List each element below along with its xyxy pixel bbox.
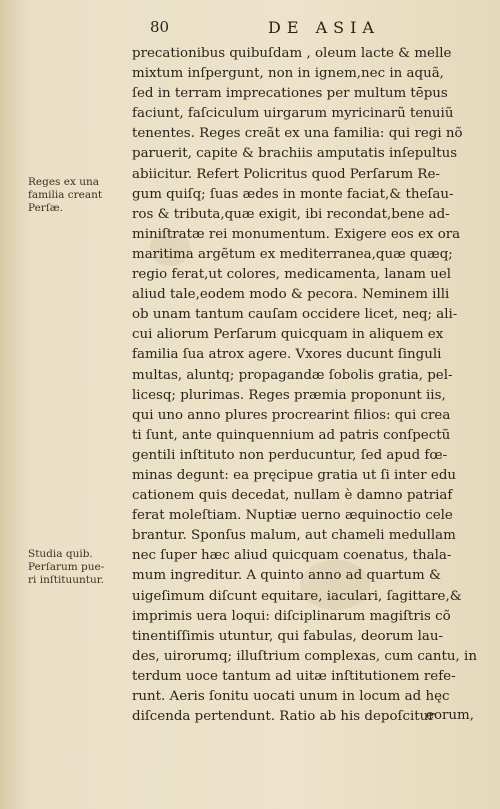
text-line: precationibus quibuſdam , oleum lacte & melle xyxy=(132,46,452,61)
text-line: ob unam tantum cauſam occidere licet, neq; ali- xyxy=(132,307,458,323)
text-line: tenentes. Reges creãt ex una familia: qui regi nõ xyxy=(132,126,463,142)
text-line: runt. Aeris ſonitu uocati unum in locum ad hęc xyxy=(132,689,450,704)
text-line: ſed in terram imprecationes per multum tēpus xyxy=(132,86,448,102)
text-line: nec ſuper hæc aliud quicquam coenatus, thala- xyxy=(132,548,452,564)
catchword: eorum, xyxy=(426,708,474,723)
text-line: aliud tale,eodem modo & pecora. Neminem illi xyxy=(132,287,450,303)
text-line: des, uirorumq; illuſtrium complexas, cum cantu, in xyxy=(132,648,477,664)
text-line: licesq; plurimas. Reges præmia proponunt iis, xyxy=(132,387,446,403)
text-line: brantur. Sponſus malum, aut chameli medullam xyxy=(132,528,456,544)
text-line: paruerit, capite & brachiis amputatis inſepultus xyxy=(132,146,458,162)
side-note-line: Perſæ. xyxy=(28,202,63,214)
side-note-line: ri inſtituuntur. xyxy=(28,574,104,586)
side-note-line: Studia quib. xyxy=(28,548,93,560)
text-line: gum quiſq; ſuas ædes in monte faciat,& theſau- xyxy=(132,186,454,202)
text-line: diſcenda pertendunt. Ratio ab his depoſcitur xyxy=(132,709,435,725)
text-line: regio ferat,ut colores, medicamenta, lanam uel xyxy=(132,267,452,283)
side-note-line: Reges ex una xyxy=(28,176,100,188)
text-line: miniſtratæ rei monumentum. Exigere eos ex ora xyxy=(132,226,461,242)
text-line: mixtum inſpergunt, non in ignem,nec in aquã, xyxy=(132,66,444,82)
text-line: mum ingreditur. A quinto anno ad quartum & xyxy=(132,568,441,584)
text-line: terdum uoce tantum ad uitæ inſtitutionem refe- xyxy=(132,668,456,684)
text-line: faciunt, faſciculum uirgarum myricinarũ tenuiũ xyxy=(132,106,454,122)
text-line: familia ſua atrox agere. Vxores ducunt ſinguli xyxy=(132,347,442,363)
text-line: maritima argẽtum ex mediterranea,quæ quæq; xyxy=(132,246,453,262)
text-line: minas degunt: ea pręcipue gratia ut ſi inter edu xyxy=(132,467,457,483)
body-text xyxy=(132,44,484,727)
text-line: cationem quis decedat, nullam è damno patriaf xyxy=(132,488,453,504)
text-line: imprimis uera loqui: diſciplinarum magiſtris cõ xyxy=(132,608,451,624)
text-line: gentili inſtituto non perducuntur, ſed apud fœ- xyxy=(132,447,448,463)
side-note-line: familia creant xyxy=(28,189,103,201)
side-note-line: Perſarum pue- xyxy=(28,561,105,573)
text-line: multas, aluntq; propagandæ ſobolis gratia, pel- xyxy=(132,367,453,383)
side-note xyxy=(28,176,136,215)
text-line: qui uno anno plures procrearint filios: qui crea xyxy=(132,407,451,423)
side-note xyxy=(28,548,136,587)
text-line: ros & tributa,quæ exigit, ibi recondat,bene ad- xyxy=(132,206,450,222)
page-header xyxy=(0,18,500,40)
text-line: ferat moleſtiam. Nuptiæ uerno æquinoctio cele xyxy=(132,508,453,524)
page-number: 80 xyxy=(150,18,170,36)
text-line: uigeſimum diſcunt equitare, iaculari, ſagittare,& xyxy=(132,588,462,604)
running-head: DE ASIA xyxy=(268,18,380,37)
text-line: cui aliorum Perſarum quicquam in aliquem ex xyxy=(132,327,444,343)
text-line: tinentiſſimis utuntur, qui fabulas, deorum lau- xyxy=(132,628,443,644)
text-line: ti ſunt, ante quinquennium ad patris conſpectũ xyxy=(132,427,451,443)
text-line: abiicitur. Refert Policritus quod Perſarum Re- xyxy=(132,166,440,182)
